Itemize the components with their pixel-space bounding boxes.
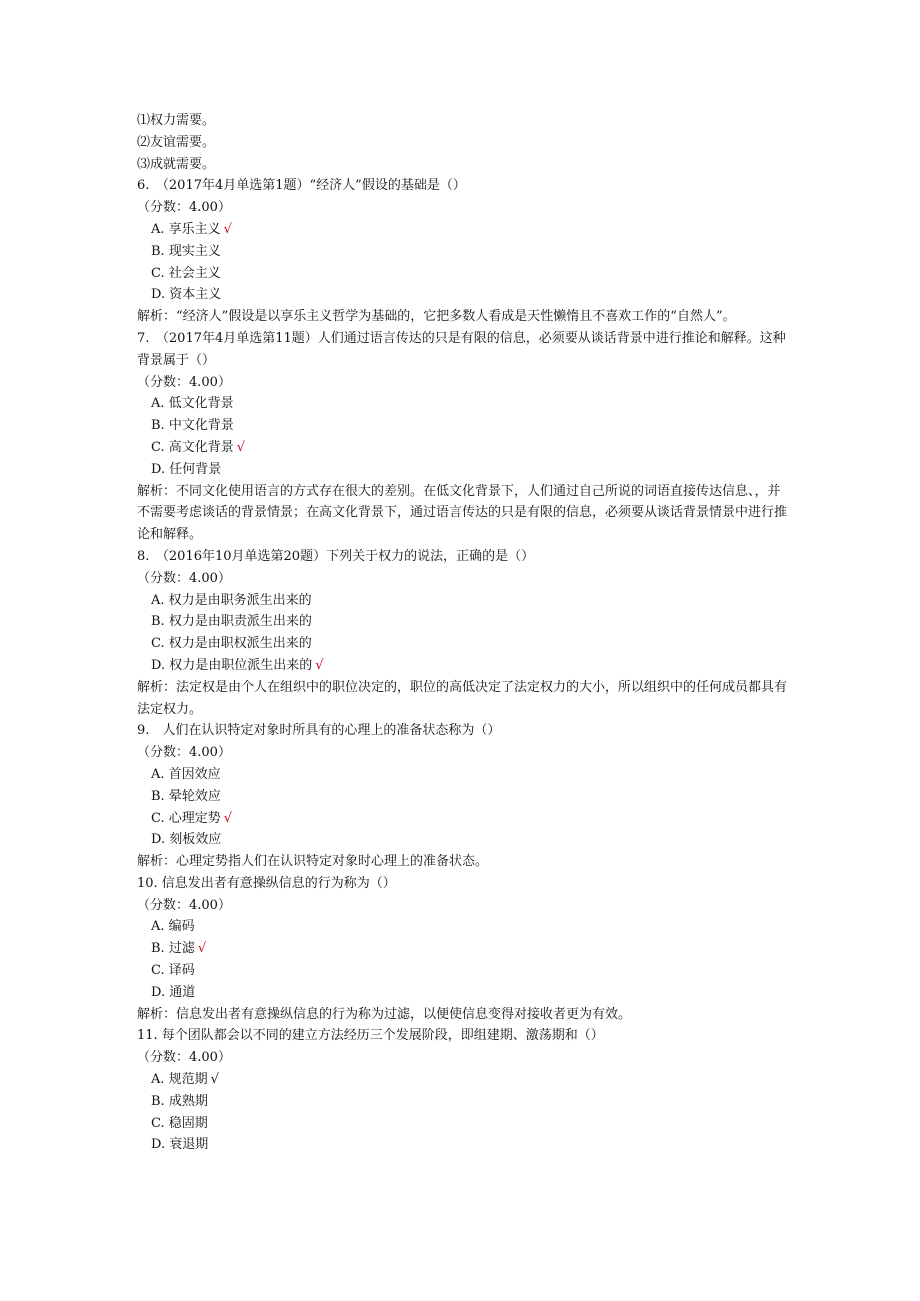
question-block: [137, 1025, 787, 1156]
correct-check-icon: √: [315, 657, 324, 673]
option-a[interactable]: [137, 393, 787, 415]
option-text: A. 编码: [151, 919, 195, 935]
option-text: D. 资本主义: [151, 287, 222, 303]
option-d[interactable]: [137, 459, 787, 481]
question-score: （分数：4.00）: [137, 570, 231, 586]
question-score: （分数：4.00）: [137, 374, 231, 390]
analysis-text: 解析：法定权是由个人在组织中的职位决定的，职位的高低决定了法定权力的大小，所以组织中的任何成员都具有法定权力。: [137, 679, 788, 717]
option-c[interactable]: [137, 633, 787, 655]
option-a[interactable]: [137, 764, 787, 786]
option-d[interactable]: [137, 655, 787, 677]
option-d[interactable]: [137, 284, 787, 306]
analysis-text: 解析：“经济人”假设是以享乐主义哲学为基础的，它把多数人看成是天性懒惰且不喜欢工作的“自然人”。: [137, 309, 736, 325]
question-score: （分数：4.00）: [137, 200, 231, 216]
option-text: D. 衰退期: [151, 1137, 209, 1153]
analysis-text: 解析：心理定势指人们在认识特定对象时心理上的准备状态。: [137, 854, 489, 870]
option-b[interactable]: [137, 1091, 787, 1113]
option-text: B. 晕轮效应: [151, 788, 221, 804]
option-text: B. 现实主义: [151, 243, 221, 259]
analysis-text: 解析：不同文化使用语言的方式存在很大的差别。在低文化背景下，人们通过自己所说的词语直接传达信息、，并不需要考虑谈话的背景情景；在高文化背景下，通过语言传达的只是有限的信息，必须要从谈话背景情景中进行推论和解释。: [137, 483, 788, 543]
option-text: A. 享乐主义: [151, 221, 221, 237]
option-a[interactable]: [137, 1069, 787, 1091]
option-c[interactable]: [137, 1113, 787, 1135]
option-text: C. 高文化背景: [151, 439, 234, 455]
question-text: 10. 信息发出者有意操纵信息的行为称为（）: [137, 875, 396, 891]
option-c[interactable]: [137, 960, 787, 982]
option-text: B. 过滤: [151, 941, 195, 957]
correct-check-icon: √: [210, 1072, 219, 1088]
question-text: 8. （2016年10月单选第20题）下列关于权力的说法，正确的是（）: [137, 548, 535, 564]
option-text: D. 刻板效应: [151, 832, 222, 848]
option-text: B. 权力是由职责派生出来的: [151, 614, 312, 630]
question-block: [137, 546, 787, 720]
question-block: [137, 873, 787, 1026]
option-b[interactable]: [137, 611, 787, 633]
option-text: C. 稳固期: [151, 1115, 208, 1131]
option-text: B. 成熟期: [151, 1093, 208, 1109]
intro-line: ⑵友谊需要。: [137, 134, 216, 150]
correct-check-icon: √: [223, 221, 232, 237]
option-text: B. 中文化背景: [151, 418, 234, 434]
option-text: D. 任何背景: [151, 461, 222, 477]
intro-line: ⑶成就需要。: [137, 156, 216, 172]
option-d[interactable]: [137, 982, 787, 1004]
question-text: 9. 人们在认识特定对象时所具有的心理上的准备状态称为（）: [137, 723, 501, 739]
option-b[interactable]: [137, 786, 787, 808]
option-d[interactable]: [137, 1134, 787, 1156]
question-text: 11. 每个团队都会以不同的建立方法经历三个发展阶段，即组建期、激荡期和（）: [137, 1028, 604, 1044]
option-a[interactable]: [137, 590, 787, 612]
option-c[interactable]: [137, 437, 787, 459]
question-block: [137, 720, 787, 873]
option-b[interactable]: [137, 415, 787, 437]
option-text: C. 译码: [151, 963, 195, 979]
intro-line: ⑴权力需要。: [137, 113, 216, 128]
document-content: [137, 110, 787, 1156]
option-text: A. 规范期: [151, 1072, 208, 1088]
option-text: A. 首因效应: [151, 766, 221, 782]
question-score: （分数：4.00）: [137, 897, 231, 913]
analysis-text: 解析：信息发出者有意操纵信息的行为称为过滤，以便使信息变得对接收者更为有效。: [137, 1006, 632, 1022]
question-block: [137, 175, 787, 328]
correct-check-icon: √: [197, 941, 207, 957]
option-d[interactable]: [137, 829, 787, 851]
question-text: 7. （2017年4月单选第11题）人们通过语言传达的只是有限的信息，必须要从谈话背景中进行推论和解释。这种背景属于（）: [137, 330, 786, 368]
question-text: 6. （2017年4月单选第1题）“经济人”假设的基础是（）: [137, 178, 466, 194]
option-text: D. 通道: [151, 984, 196, 1000]
option-text: C. 权力是由职权派生出来的: [151, 636, 312, 652]
option-a[interactable]: [137, 219, 787, 241]
correct-check-icon: √: [236, 439, 246, 455]
option-text: D. 权力是由职位派生出来的: [151, 657, 313, 673]
option-text: A. 低文化背景: [151, 396, 234, 412]
option-text: C. 社会主义: [151, 265, 221, 281]
option-a[interactable]: [137, 916, 787, 938]
correct-check-icon: √: [223, 810, 233, 826]
option-b[interactable]: [137, 938, 787, 960]
question-score: （分数：4.00）: [137, 1050, 231, 1066]
question-score: （分数：4.00）: [137, 745, 231, 761]
option-b[interactable]: [137, 241, 787, 263]
option-c[interactable]: [137, 808, 787, 830]
question-block: [137, 328, 787, 546]
option-text: C. 心理定势: [151, 810, 221, 826]
option-c[interactable]: [137, 263, 787, 285]
option-text: A. 权力是由职务派生出来的: [151, 592, 312, 608]
